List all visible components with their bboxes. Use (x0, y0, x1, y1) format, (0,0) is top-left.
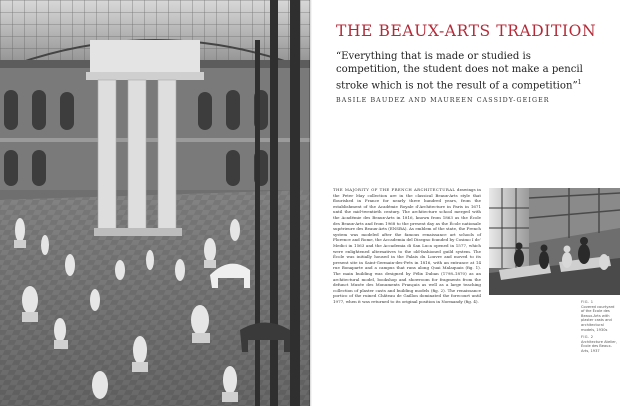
body-text: drawings in the Peter May collection are in the classical Beaux-Arts style that flourished in France for nearly three hundred years, from the establishment of the Académie Royale d’Architecture in Paris in 1671 until the mid-twentieth century. The architecture school merged with the Académie des Beaux-Arts in 1816, known from 1863 as the École des Beaux-Arts and from 1968 to the present day as the École nationale supérieure des Beaux-Arts (ENSBA). As emblem of the state, the French system was modeled after the famous renaissance art schools of Florence and Rome, the Accademia del Disegno founded by Cosimo I de’ Medici in 1563 and the Accademia di San Luca opened in 1577, which were enlightened alternatives to the old-fashioned guild system. The École was initially housed in the Palais du Louvre and moved to its present site in Saint-Germain-des-Prés in 1816, with an entrance at 14 rue Bonaparte and a campus that runs along Quai Malaquais (fig. 1). The main building was designed by Félix Duban (1798–1870) as an architectural model, bookshop and showroom for fragments from the defunct Musée des Monuments Français as well as a large teaching collection of plaster casts and building models (fig. 2). The renaissance portico of the ruined Château de Gaillon dominated the forecourt until 1977, when it was returned to its original position in Normandy (fig. 4). (333, 187, 481, 304)
figure-captions (581, 300, 619, 354)
body-lead-in: THE MAJORITY OF THE FRENCH ARCHITECTURAL (333, 187, 456, 192)
page-gutter (309, 0, 312, 406)
studio-illustration (489, 188, 620, 295)
authors-byline: BASILE BAUDEZ AND MAUREEN CASSIDY-GEIGER (336, 97, 550, 104)
caption-label-1: FIG. 1 (581, 300, 594, 304)
caption-label-2: FIG. 2 (581, 335, 594, 340)
body-paragraph (333, 187, 481, 304)
caption-text-1: Covered courtyard of the École des Beaux-Arts with plaster casts and architectural models, 1930s (581, 304, 615, 332)
chapter-title: THE BEAUX-ARTS TRADITION (336, 22, 597, 40)
caption-text-2: Architecture Atelier, École des Beaux-Arts, 1937 (581, 339, 617, 353)
epigraph-quote (336, 50, 596, 92)
footnote-marker: 1 (577, 79, 582, 86)
drafting-studio-photo (489, 188, 620, 295)
quote-text: “Everything that is made or studied is competition, the student does not make a pencil stroke which is not the result of a competition” (336, 51, 583, 92)
